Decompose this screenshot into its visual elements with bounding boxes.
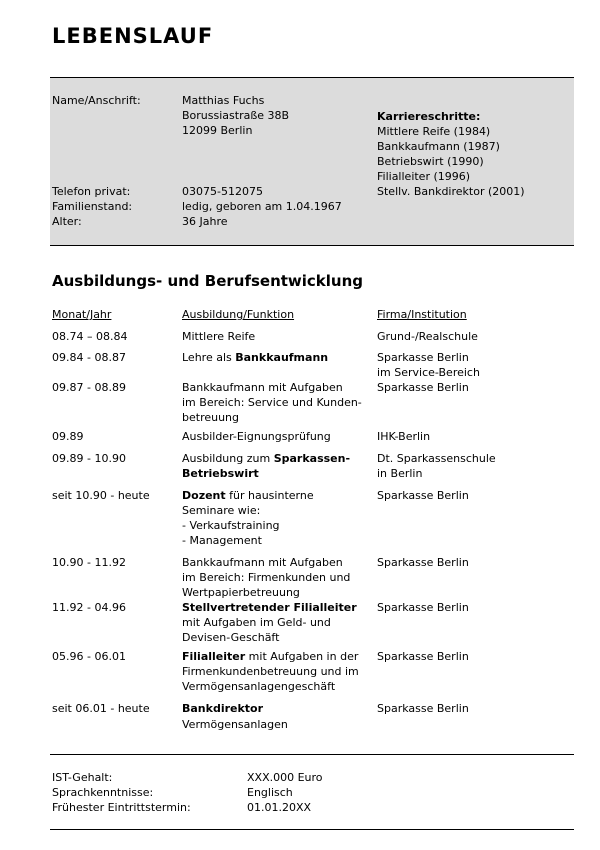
- row-firm: Sparkasse Berlin: [377, 556, 469, 569]
- status-value: ledig, geboren am 1.04.1967: [182, 200, 342, 213]
- row-function: Mittlere Reife: [182, 330, 256, 343]
- row-function: - Management: [182, 534, 262, 547]
- name-value: Matthias Fuchs: [182, 94, 265, 107]
- row-function: Ausbildung zum Sparkassen-: [182, 452, 351, 465]
- language-value: Englisch: [247, 786, 293, 799]
- section-title: Ausbildungs- und Berufsentwicklung: [52, 272, 364, 290]
- row-firm: Sparkasse Berlin: [377, 601, 469, 614]
- phone-label: Telefon privat:: [52, 185, 131, 198]
- row-firm: Sparkasse Berlin: [377, 650, 469, 663]
- age-label: Alter:: [52, 215, 82, 228]
- row-date: 09.84 - 08.87: [52, 351, 126, 364]
- row-date: 11.92 - 04.96: [52, 601, 126, 614]
- row-firm: Sparkasse Berlin: [377, 489, 469, 502]
- row-firm: Sparkasse Berlin: [377, 702, 469, 715]
- divider: [50, 829, 574, 830]
- row-function: im Bereich: Service und Kunden-: [182, 396, 362, 409]
- row-function: betreuung: [182, 411, 240, 424]
- row-function: Vermögensanlagen: [182, 718, 288, 731]
- career-item: Bankkaufmann (1987): [377, 140, 500, 153]
- row-firm: IHK-Berlin: [377, 430, 431, 443]
- city-value: 12099 Berlin: [182, 124, 253, 137]
- row-date: 05.96 - 06.01: [52, 650, 126, 663]
- start-date-label: Frühester Eintrittstermin:: [52, 801, 191, 814]
- row-function: Lehre als Bankkaufmann: [182, 351, 329, 364]
- column-header-function: Ausbildung/Funktion: [182, 308, 295, 321]
- language-label: Sprachkenntnisse:: [52, 786, 154, 799]
- age-value: 36 Jahre: [182, 215, 228, 228]
- row-firm: Dt. Sparkassenschule: [377, 452, 496, 465]
- row-firm: in Berlin: [377, 467, 423, 480]
- row-function: mit Aufgaben im Geld- und: [182, 616, 331, 629]
- row-function: Firmenkundenbetreuung und im: [182, 665, 359, 678]
- row-date: 09.87 - 08.89: [52, 381, 126, 394]
- row-function: Dozent für hausinterne: [182, 489, 314, 502]
- row-function: Filialleiter mit Aufgaben in der: [182, 650, 359, 663]
- row-function: Bankkaufmann mit Aufgaben: [182, 556, 343, 569]
- row-firm: Grund-/Realschule: [377, 330, 478, 343]
- row-date: seit 06.01 - heute: [52, 702, 150, 715]
- name-label: Name/Anschrift:: [52, 94, 141, 107]
- row-firm: Sparkasse Berlin: [377, 351, 469, 364]
- row-function: Bankdirektor: [182, 702, 264, 715]
- street-value: Borussiastraße 38B: [182, 109, 290, 122]
- career-item: Filialleiter (1996): [377, 170, 471, 183]
- status-label: Familienstand:: [52, 200, 133, 213]
- row-firm: im Service-Bereich: [377, 366, 480, 379]
- row-function: Wertpapierbetreuung: [182, 586, 300, 599]
- column-header-date: Monat/Jahr: [52, 308, 112, 321]
- salary-value: XXX.000 Euro: [247, 771, 323, 784]
- row-function: Ausbilder-Eignungsprüfung: [182, 430, 331, 443]
- phone-value: 03075-512075: [182, 185, 263, 198]
- row-function: Vermögensanlagengeschäft: [182, 680, 336, 693]
- row-date: 09.89 - 10.90: [52, 452, 126, 465]
- row-function: Devisen-Geschäft: [182, 631, 280, 644]
- row-function: Seminare wie:: [182, 504, 261, 517]
- career-item: Mittlere Reife (1984): [377, 125, 491, 138]
- salary-label: IST-Gehalt:: [52, 771, 113, 784]
- row-firm: Sparkasse Berlin: [377, 381, 469, 394]
- row-function: im Bereich: Firmenkunden und: [182, 571, 351, 584]
- career-item: Stellv. Bankdirektor (2001): [377, 185, 525, 198]
- column-header-firm: Firma/Institution: [377, 308, 467, 321]
- row-date: seit 10.90 - heute: [52, 489, 150, 502]
- row-function: Stellvertretender Filialleiter: [182, 601, 357, 614]
- row-function: Betriebswirt: [182, 467, 259, 480]
- row-date: 10.90 - 11.92: [52, 556, 126, 569]
- row-date: 08.74 – 08.84: [52, 330, 128, 343]
- divider: [50, 754, 574, 755]
- career-item: Betriebswirt (1990): [377, 155, 484, 168]
- row-function: Bankkaufmann mit Aufgaben: [182, 381, 343, 394]
- start-date-value: 01.01.20XX: [247, 801, 312, 814]
- career-title: Karriereschritte:: [377, 110, 481, 123]
- row-function: - Verkaufstraining: [182, 519, 280, 532]
- row-date: 09.89: [52, 430, 84, 443]
- page-title: LEBENSLAUF: [52, 24, 214, 48]
